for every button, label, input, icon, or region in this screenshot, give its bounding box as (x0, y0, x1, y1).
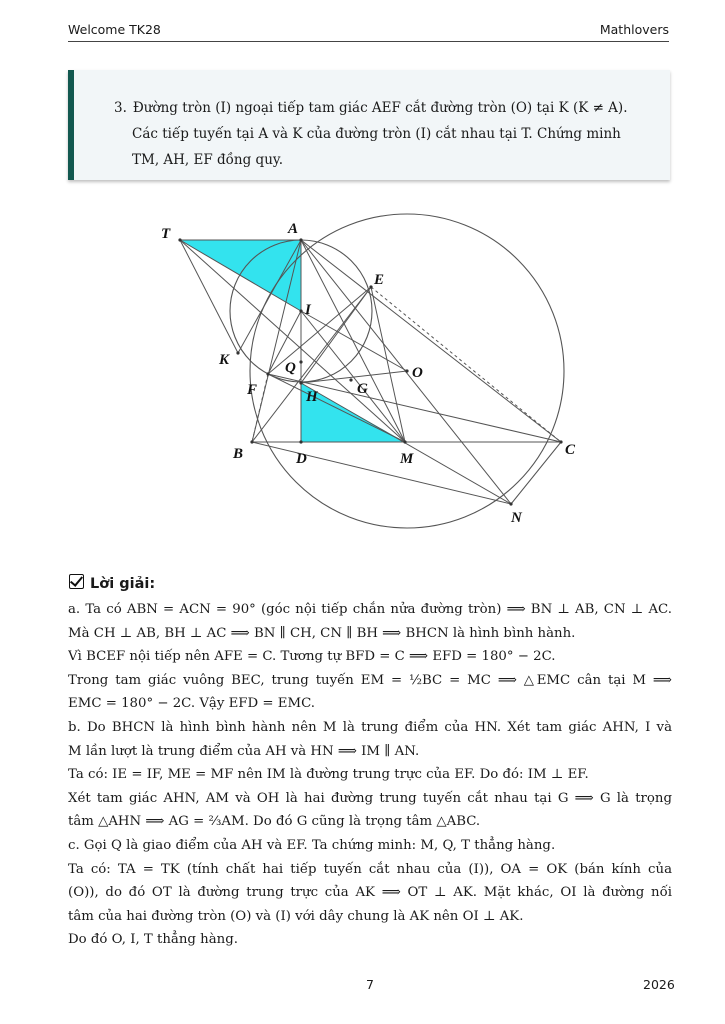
solution-line: (O)), do đó OT là đường trung trực của AK ⟹ OT ⊥ AK. Mặt khác, OI là đường nối (68, 885, 672, 901)
label-B: B (233, 446, 244, 462)
solution-line: c. Gọi Q là giao điểm của AH và EF. Ta chứng minh: M, Q, T thẳng hàng. (68, 837, 556, 853)
page-header (68, 22, 669, 40)
label-T: T (161, 226, 171, 242)
label-A: A (288, 221, 299, 237)
solution-line: Mà CH ⊥ AB, BH ⊥ AC ⟹ BN ∥ CH, CN ∥ BH ⟹ BHCN là hình bình hành. (68, 625, 576, 641)
header-right: Mathlovers (599, 22, 669, 37)
label-D: D (296, 451, 307, 467)
solution-line: tâm của hai đường tròn (O) và (I) với dây chung là AK nên OI ⊥ AK. (68, 908, 524, 924)
checkbox-checked-icon (69, 574, 84, 589)
solution-line: Xét tam giác AHN, AM và OH là hai đường trung tuyến cắt nhau tại G ⟹ G là trọng (68, 790, 672, 806)
label-O: O (412, 365, 423, 381)
problem-number: 3. (114, 100, 127, 116)
solution-line: Trong tam giác vuông BEC, trung tuyến EM = ½BC = MC ⟹ △EMC cân tại M ⟹ (68, 672, 672, 688)
solution-line: a. Ta có ABN = ACN = 90° (góc nội tiếp chắn nửa đường tròn) ⟹ BN ⊥ AB, CN ⊥ AC. (68, 602, 672, 617)
problem-line-3: TM, AH, EF đồng quy. (132, 152, 284, 168)
problem-text (114, 95, 652, 173)
solution-line: tâm △AHN ⟹ AG = ⅔AM. Do đó G cũng là trọng tâm △ABC. (68, 814, 481, 830)
page-number: 7 (366, 977, 374, 992)
label-Q: Q (285, 360, 296, 376)
solution-line: Vì BCEF nội tiếp nên AFE = C. Tương tự BFD = C ⟹ EFD = 180° − 2C. (68, 649, 556, 665)
problem-box (68, 70, 670, 180)
label-E: E (374, 272, 385, 288)
label-G: G (357, 381, 368, 397)
solution-heading-text: Lời giải: (90, 576, 156, 592)
label-H: H (306, 389, 318, 405)
header-rule (68, 41, 669, 42)
header-left: Welcome TK28 (68, 22, 161, 37)
label-K: K (219, 352, 230, 368)
solution-line: M lần lượt là trung điểm của AH và HN ⟹ IM ∥ AN. (68, 743, 420, 759)
solution-line: Ta có: TA = TK (tính chất hai tiếp tuyến cắt nhau của (I)), OA = OK (bán kính của (68, 861, 672, 877)
label-M: M (400, 451, 414, 467)
label-C: C (565, 442, 576, 458)
solution-body (68, 598, 672, 952)
label-N: N (511, 510, 522, 526)
geometry-figure (150, 200, 590, 540)
problem-line-1: Đường tròn (I) ngoại tiếp tam giác AEF cắt đường tròn (O) tại K (K ≠ A). (132, 100, 628, 116)
label-F: F (247, 382, 258, 398)
solution-line: Do đó O, I, T thẳng hàng. (68, 932, 238, 948)
solution-line: b. Do BHCN là hình bình hành nên M là trung điểm của HN. Xét tam giác AHN, I và (68, 719, 672, 735)
solution-heading (69, 574, 155, 592)
footer-year: 2026 (643, 977, 675, 992)
solution-line: EMC = 180° − 2C. Vậy EFD = EMC. (68, 696, 316, 712)
problem-line-2: Các tiếp tuyến tại A và K của đường tròn (I) cắt nhau tại T. Chứng minh (132, 126, 621, 142)
label-I: I (305, 302, 311, 318)
solution-line: Ta có: IE = IF, ME = MF nên IM là đường trung trực của EF. Do đó: IM ⊥ EF. (68, 767, 589, 783)
